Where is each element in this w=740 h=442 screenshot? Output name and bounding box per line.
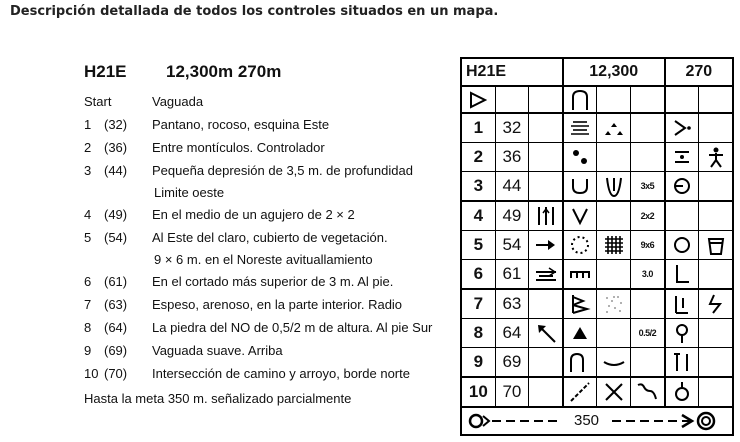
control-number: 3 [84,163,92,178]
east-arrow-icon [529,231,563,260]
refreshment-icon [699,231,733,260]
course-length: 12,300m 270m [166,62,282,81]
control-code: (64) [104,320,128,335]
northwest-arrow-icon [529,319,563,348]
grid-control-number: 7 [461,289,495,319]
grid-control-code: 44 [495,172,529,202]
empty-cell [597,260,631,290]
control-row [84,159,454,182]
between-knolls-icon [563,143,597,172]
grid-control-code: 69 [495,348,529,378]
grid-control-row [461,289,733,319]
boulder-icon [563,319,597,348]
grid-climb: 270 [665,58,733,86]
marsh-icon [563,113,597,143]
east-corner-icon [665,113,699,143]
control-text-continued: 9 × 6 m. en el Noreste avituallamiento [154,252,373,267]
course-code: H21E [84,62,127,81]
thicket-icon [597,231,631,260]
hole-icon [563,201,597,231]
empty-cell [529,377,563,407]
shallow-gully-icon [563,348,597,378]
empty-cell [631,143,665,172]
south-foot-icon [665,319,699,348]
control-row [84,270,454,293]
dimension: 3.0 [631,260,665,290]
control-number: 6 [84,274,92,289]
control-code: (69) [104,343,128,358]
empty-cell [631,113,665,143]
grid-control-code: 61 [495,260,529,290]
grid-course-code: H21E [461,58,563,86]
gully-icon [563,86,597,113]
west-side-icon [665,172,699,202]
north-edge-icon [665,377,699,407]
rocky-ground-icon [597,113,631,143]
control-number: 8 [84,320,92,335]
empty-cell [699,319,733,348]
empty-cell [597,201,631,231]
grid-control-row [461,377,733,407]
grid-control-row [461,319,733,348]
grid-control-row [461,231,733,260]
dimension: 9x6 [631,231,665,260]
empty-cell [597,143,631,172]
dimension: 0.5/2 [631,319,665,348]
control-row [84,316,454,339]
control-row [84,362,454,385]
control-text-continued: Limite oeste [154,185,225,200]
control-text: Vaguada suave. Arriba [152,343,283,358]
grid-control-code: 36 [495,143,529,172]
grid-control-code: 70 [495,377,529,407]
grid-control-code: 64 [495,319,529,348]
finish-distance: 350 [570,412,603,429]
grid-control-number: 2 [461,143,495,172]
grid-length: 12,300 [563,58,665,86]
control-number: 4 [84,207,92,222]
grid-control-row [461,172,733,202]
empty-cell [529,289,563,319]
grid-control-row [461,113,733,143]
top-icon [665,348,699,378]
between-icon [665,143,699,172]
empty-cell [631,348,665,378]
inside-icon [665,289,699,319]
grid-control-code: 49 [495,201,529,231]
control-text: Espeso, arenoso, en la parte interior. Radio [152,297,403,312]
grid-start-row [461,86,733,113]
grid-control-code: 54 [495,231,529,260]
control-description-card [460,57,734,436]
control-code: (70) [104,366,128,381]
empty-cell [699,113,733,143]
empty-cell [529,172,563,202]
stream-icon [631,377,665,407]
empty-cell [699,260,733,290]
thicket-vegetation-icon [563,289,597,319]
control-code: (49) [104,207,128,222]
empty-cell [529,143,563,172]
small-depression-icon [563,172,597,202]
grid-header-row [461,58,733,86]
control-code: (32) [104,117,128,132]
grid-control-number: 1 [461,113,495,143]
grid-finish-row [461,407,733,435]
finish-symbol [461,407,733,435]
empty-cell [699,172,733,202]
control-code: (63) [104,297,128,312]
crossing-icon [597,377,631,407]
empty-cell [529,348,563,378]
grid-control-number: 10 [461,377,495,407]
control-number: 2 [84,140,92,155]
grid-control-code: 63 [495,289,529,319]
control-text: En el cortado más superior de 3 m. Al pie. [152,274,394,289]
control-text: Entre montículos. Controlador [152,140,325,155]
grid-control-row [461,348,733,378]
upper-cliff-icon [529,260,563,290]
sandy-ground-icon [597,289,631,319]
empty-cell [529,113,563,143]
middle-icon [529,201,563,231]
empty-cell [699,348,733,378]
grid-control-number: 9 [461,348,495,378]
dimension: 2x2 [631,201,665,231]
start-label: Start [84,94,112,109]
control-code: (54) [104,230,128,245]
foot-icon [665,260,699,290]
control-text: Intersección de camino y arroyo, borde norte [152,366,410,381]
grid-control-row [461,143,733,172]
grid-control-number: 4 [461,201,495,231]
start-row [84,90,454,113]
control-text: Pantano, rocoso, esquina Este [152,117,330,132]
page-caption: Descripción detallada de todos los controles situados en un mapa. [10,4,499,19]
grid-control-row [461,201,733,231]
control-number: 5 [84,230,92,245]
grid-control-number: 6 [461,260,495,290]
controller-icon [699,143,733,172]
grid-control-code: 32 [495,113,529,143]
control-row [84,136,454,159]
empty-cell [665,201,699,231]
control-code: (44) [104,163,128,178]
control-row [84,293,454,316]
clearing-icon [563,231,597,260]
control-text: En el medio de un agujero de 2 × 2 [152,207,355,222]
pit-icon [597,172,631,202]
grid-control-number: 8 [461,319,495,348]
empty-cell [597,319,631,348]
control-number: 9 [84,343,92,358]
control-number: 7 [84,297,92,312]
course-header [84,62,454,84]
radio-icon [699,289,733,319]
grid-control-number: 3 [461,172,495,202]
control-text: La piedra del NO de 0,5/2 m de altura. Al pie Sur [152,320,433,335]
control-number: 1 [84,117,92,132]
control-row [84,113,454,136]
control-text: Pequeña depresión de 3,5 m. de profundidad [152,163,413,178]
dimension: 3x5 [631,172,665,202]
control-text: Al Este del claro, cubierto de vegetación. [152,230,388,245]
start-text: Vaguada [152,94,204,109]
empty-cell [699,377,733,407]
grid-control-row [461,260,733,290]
finish-text: Hasta la meta 350 m. señalizado parcialmente [84,391,352,406]
control-code: (61) [104,274,128,289]
grid-control-number: 5 [461,231,495,260]
control-code: (36) [104,140,128,155]
empty-cell [699,201,733,231]
control-number: 10 [84,366,99,381]
control-row [84,339,454,362]
cliff-icon [563,260,597,290]
path-icon [563,377,597,407]
empty-cell [631,289,665,319]
text-description [84,62,454,406]
start-triangle-icon [461,86,495,113]
control-row [84,226,454,249]
control-row [84,203,454,226]
shallow-icon [597,348,631,378]
ring-icon [665,231,699,260]
symbol-grid [460,57,734,436]
